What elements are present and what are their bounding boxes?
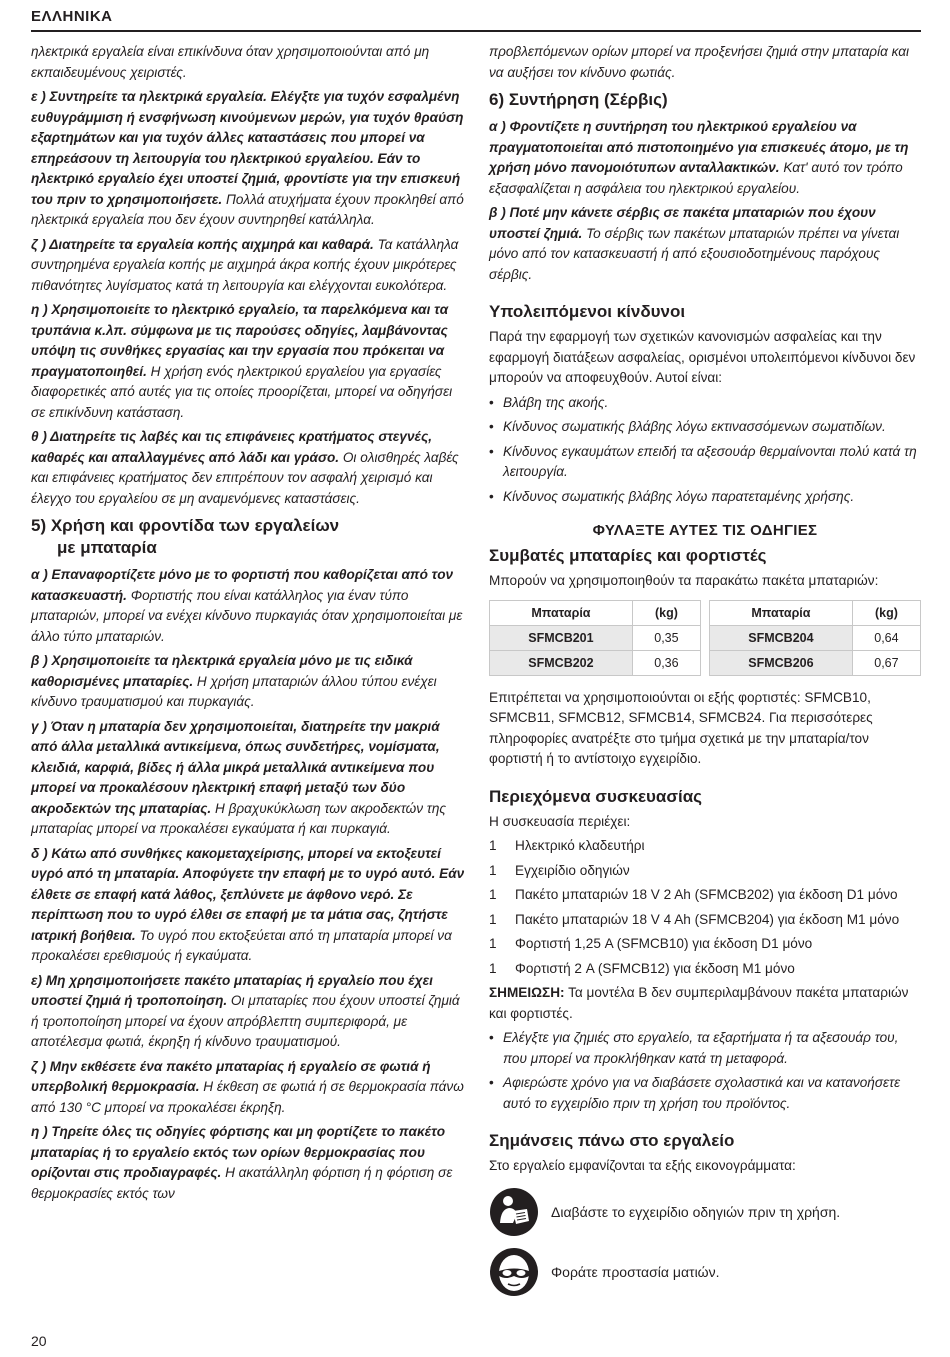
tool-markings-intro: Στο εργαλείο εμφανίζονται τα εξής εικονογράμματα: <box>489 1158 796 1173</box>
package-contents-intro: Η συσκευασία περιέχει: <box>489 813 631 829</box>
list-item: 1 Πακέτο μπαταριών 18 V 4 Ah (SFMCB204) για έκδοση M1 μόνο <box>489 911 900 927</box>
rule-b6-batteries: β ) Ποτέ μην κάνετε σέρβις σε πακέτα μπαταριών που έχουν υποστεί ζημιά. Το σέρβις των πακέτων μπαταριών πρέπει να γίνεται μόνο από τον κατασκευαστή ή από εξουσιοδοτημένους παρόχους σέρβις. <box>489 205 900 282</box>
battery-weight: 0,35 <box>632 625 700 650</box>
list-item: • Κίνδυνος σωματικής βλάβης λόγω εκτινασσόμενων σωματιδίων. <box>489 419 886 434</box>
rule-th-handles: θ ) Διατηρείτε τις λαβές και τις επιφάνειες κρατήματος στεγνές, καθαρές και απαλλαγμένες από λάδι και γράσο. Οι ολισθηρές λαβές και επιφάνειες κρατήματος δεν επιτρέπουν τον ασφαλή χειρισμό και έλεγχο του εργαλείου σε μη αναμενόμενες καταστάσεις. <box>31 429 459 506</box>
marking-text: Φοράτε προστασία ματιών. <box>551 1263 720 1280</box>
left-column <box>31 42 466 1208</box>
page-header <box>31 8 921 32</box>
marking-row <box>489 1247 921 1297</box>
page-number: 20 <box>31 1333 47 1349</box>
battery-weight: 0,67 <box>852 650 920 675</box>
paragraph-continuation: ηλεκτρικά εργαλεία είναι επικίνδυνα όταν χρησιμοποιούνται από μη εκπαιδευμένους χειριστές. <box>31 44 430 80</box>
rule-b-batteries: β ) Χρησιμοποιείτε τα ηλεκτρικά εργαλεία μόνο με τις ειδικά καθορισμένες μπαταρίες. Η χρήση μπαταριών άλλου τύπου ενέχει κίνδυνο τραυματισμού και πυρκαγιάς. <box>31 653 437 709</box>
battery-model: SFMCB206 <box>709 650 852 675</box>
table-header-battery: Μπαταρία <box>709 600 852 625</box>
list-item: 1 Ηλεκτρικό κλαδευτήρι <box>489 838 645 853</box>
chargers-paragraph: Επιτρέπεται να χρησιμοποιούνται οι εξής φορτιστές: SFMCB10, SFMCB11, SFMCB12, SFMCB14, SFMCB24. Για περισσότερες πληροφορίες ανατρέξτε στο τμήμα σχετικά με την μπαταρία/τον φορτιστή ή το αντίστοιχο εγχειρίδιο. <box>489 689 873 766</box>
compatible-batteries-intro: Μπορούν να χρησιμοποιηθούν τα παρακάτω πακέτα μπαταριών: <box>489 573 879 588</box>
package-contents-heading: Περιεχόμενα συσκευασίας <box>489 786 702 806</box>
rule-a6-service: α ) Φροντίζετε η συντήρηση του ηλεκτρικού εργαλείου να πραγματοποιείται από πιστοποιημένο για επισκευές άτομο, με τη χρήση μόνο πανομοιότυπων ανταλλακτικών. Κατ' αυτό τον τρόπο εξασφαλίζεται η ασφάλεια του ηλεκτρικού εργαλείου. <box>489 119 909 196</box>
rule-z2-fire: ζ ) Μην εκθέσετε ένα πακέτο μπαταρίας ή εργαλείο σε φωτιά ή υπερβολική θερμοκρασία. Η έκθεση σε φωτιά ή σε θερμοκρασία πάνω από 130 °C μπορεί να προκαλέσει έκρηξη. <box>31 1058 464 1115</box>
table-header-battery: Μπαταρία <box>490 600 633 625</box>
marking-row <box>489 1187 921 1237</box>
battery-weight: 0,64 <box>852 625 920 650</box>
table-row <box>490 625 921 650</box>
right-column <box>489 42 921 1307</box>
table-header-row <box>490 600 921 625</box>
note-paragraph: ΣΗΜΕΙΩΣΗ: Τα μοντέλα B δεν συμπεριλαμβάνουν πακέτα μπαταριών και φορτιστές. <box>489 985 909 1021</box>
list-item: • Αφιερώστε χρόνο για να διαβάσετε σχολαστικά και να κατανοήσετε αυτό το εγχειρίδιο πριν τη χρήση του προϊόντος. <box>489 1075 901 1111</box>
battery-table <box>489 600 921 676</box>
rule-g-metal: γ ) Όταν η μπαταρία δεν χρησιμοποιείται, διατηρείτε την μακριά από άλλα μεταλλικά αντικείμενα, όπως συνδετήρες, νομίσματα, κλειδιά, καρφιά, βίδες ή άλλα μικρά μεταλλικά αντικείμενα που μπορεί να προκαλέσουν ηλεκτρική επαφή μεταξύ των δύο ακροδεκτών της μπαταρίας. Η βραχυκύκλωση των ακροδεκτών της μπαταρίας μπορεί να προκαλέσει εγκαύματα ή και πυρκαγιά. <box>31 718 447 836</box>
rule-e-maintain: ε ) Συντηρείτε τα ηλεκτρικά εργαλεία. Ελέγξτε για τυχόν εσφαλμένη ευθυγράμμιση ή ενσφήνωση κινούμενων μερών, για τυχόν θραύση εξαρτημάτων και για τυχόν άλλες καταστάσεις που μπορεί να επηρεάσουν τη λειτουργία του ηλεκτρικού εργαλείου. Εάν το ηλεκτρικό εργαλείο έχει υποστεί ζημιά, φροντίστε για την επισκευή του πριν το χρησιμοποιήσετε. Πολλά ατυχήματα έχουν προκληθεί από ηλεκτρικά εργαλεία που δεν έχουν συντηρηθεί κατάλληλα. <box>31 89 464 227</box>
list-item: 1 Πακέτο μπαταριών 18 V 2 Ah (SFMCB202) για έκδοση D1 μόνο <box>489 887 898 902</box>
list-item: • Βλάβη της ακοής. <box>489 394 609 410</box>
list-item: • Κίνδυνος εγκαυμάτων επειδή τα αξεσουάρ θερμαίνονται πολύ κατά τη λειτουργία. <box>489 443 917 479</box>
marking-text: Διαβάστε το εγχειρίδιο οδηγιών πριν τη χρήση. <box>551 1203 841 1220</box>
list-item: 1 Εγχειρίδιο οδηγιών <box>489 862 630 878</box>
table-header-kg: (kg) <box>632 600 700 625</box>
rule-a-charger: α ) Επαναφορτίζετε μόνο με το φορτιστή που καθορίζεται από τον κατασκευαστή. Φορτιστής που είναι κατάλληλος για έναν τύπο μπαταριών, μπορεί να ενέχει κίνδυνο πυρκαγιάς όταν χρησιμοποιείται με άλλο τύπο μπαταριών. <box>31 567 463 644</box>
battery-model: SFMCB202 <box>490 650 633 675</box>
rule-e2-damaged: ε) Μη χρησιμοποιήσετε πακέτο μπαταρίας ή εργαλείο που έχει υποστεί ζημιά ή τροποποίηση. Οι μπαταρίες που έχουν υποστεί ζημιά ή τροποποίηση μπορεί να έχουν απρόβλεπτη συμπεριφορά, με αποτέλεσμα φωτιά, έκρηξη ή κίνδυνο τραυματισμού. <box>31 972 460 1049</box>
list-item: • Ελέγξτε για ζημιές στο εργαλείο, τα εξαρτήματα ή τα αξεσουάρ του, που μπορεί να προκλήθηκαν κατά τη μεταφορά. <box>489 1030 899 1066</box>
paragraph-continuation-right: προβλεπόμενων ορίων μπορεί να προξενήσει ζημιά στην μπαταρία και να αυξήσει τον κίνδυνο φωτιάς. <box>489 44 910 80</box>
tool-markings-heading: Σημάνσεις πάνω στο εργαλείο <box>489 1131 735 1150</box>
battery-model: SFMCB204 <box>709 625 852 650</box>
header-language: ΕΛΛΗΝΙΚΑ <box>31 8 113 25</box>
battery-model: SFMCB201 <box>490 625 633 650</box>
compatible-batteries-heading: Συμβατές μπαταρίες και φορτιστές <box>489 546 767 565</box>
rule-d-liquid: δ ) Κάτω από συνθήκες κακομεταχείρισης, μπορεί να εκτοξευτεί υγρό από τη μπαταρία. Αποφύγετε την επαφή με το υγρό αυτό. Εάν έλθετε σε επαφή κατά λάθος, ξεπλύνετε με άφθονο νερό. Σε περίπτωση που το υγρό έλθει σε επαφή με τα μάτια σας, ζητήστε ιατρική βοήθεια. Το υγρό που εκτοξεύεται από τη μπαταρία μπορεί να προκαλέσει ερεθισμούς ή εγκαύματα. <box>31 845 465 963</box>
section-5-heading: 5) Χρήση και φροντίδα των εργαλείων με μπαταρία <box>31 516 340 557</box>
eye-protection-icon <box>489 1247 539 1297</box>
read-manual-icon <box>489 1187 539 1237</box>
section-6-heading: 6) Συντήρηση (Σέρβις) <box>489 90 668 109</box>
keep-instructions-heading: ΦΥΛΑΞΤΕ ΑΥΤΕΣ ΤΙΣ ΟΔΗΓΙΕΣ <box>592 522 818 539</box>
list-item: 1 Φορτιστή 2 A (SFMCB12) για έκδοση M1 μόνο <box>489 960 795 976</box>
list-item: • Κίνδυνος σωματικής βλάβης λόγω παρατεταμένης χρήσης. <box>489 488 855 504</box>
rule-z-cutting: ζ ) Διατηρείτε τα εργαλεία κοπής αιχμηρά και καθαρά. Τα κατάλληλα συντηρημένα εργαλεία κοπής με αιχμηρά άκρα κοπής έχουν μικρότερες πιθανότητες λυγίσματος κατά τη λειτουργία και ελέγχονται ευκολότερα. <box>31 236 459 293</box>
list-item: 1 Φορτιστή 1,25 A (SFMCB10) για έκδοση D1 μόνο <box>489 936 813 951</box>
residual-risks-intro: Παρά την εφαρμογή των σχετικών κανονισμών ασφαλείας και την εφαρμογή διατάξεων ασφαλείας, ορισμένοι υπολειπόμενοι κίνδυνοι δεν μπορούν να αποφευχθούν. Αυτοί είναι: <box>489 329 916 385</box>
rule-h-use: η ) Χρησιμοποιείτε το ηλεκτρικό εργαλείο, τα παρελκόμενα και τα τρυπάνια κ.λπ. σύμφωνα με τις παρούσες οδηγίες, λαμβάνοντας υπόψη τις συνθήκες εργασίας και την εργασία που πρόκειται να πραγματοποιηθεί. Η χρήση ενός ηλεκτρικού εργαλείου για εργασίες διαφορετικές από αυτές για τις οποίες προορίζεται, μπορεί να οδηγήσει σε επικίνδυνη κατάσταση. <box>31 302 453 420</box>
battery-weight: 0,36 <box>632 650 700 675</box>
table-row <box>490 650 921 675</box>
rule-h2-charging: η ) Τηρείτε όλες τις οδηγίες φόρτισης και μη φορτίζετε το πακέτο μπαταρίας ή το εργαλείο εκτός των ορίων θερμοκρασίας που ορίζονται στις προδιαγραφές. Η ακατάλληλη φόρτιση ή η φόρτιση σε θερμοκρασίες εκτός των <box>31 1124 453 1201</box>
table-header-kg: (kg) <box>852 600 920 625</box>
residual-risks-heading: Υπολειπόμενοι κίνδυνοι <box>489 302 686 321</box>
